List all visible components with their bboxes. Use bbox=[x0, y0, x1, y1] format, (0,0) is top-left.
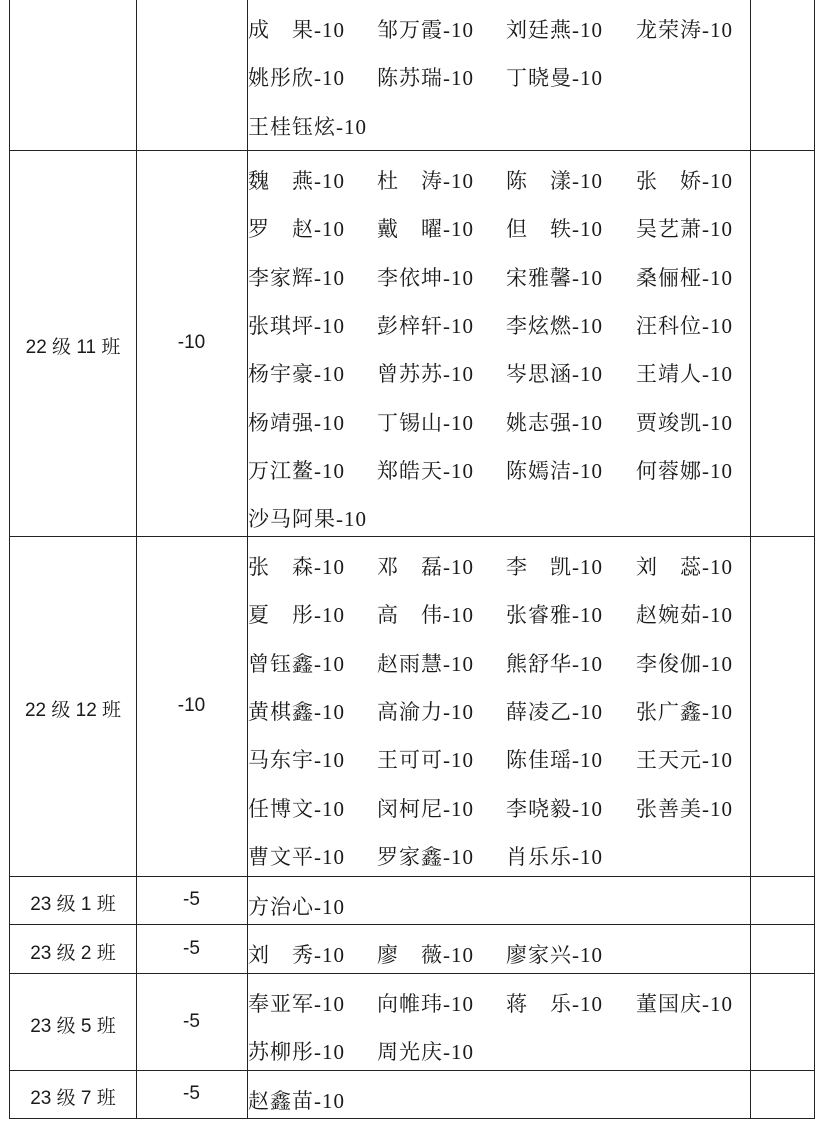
student-penalty-entry: 李 凯-10 bbox=[506, 555, 603, 579]
student-penalty-entry: 邹万霞-10 bbox=[377, 18, 474, 42]
student-penalty-entry: 姚彤欣-10 bbox=[248, 66, 345, 91]
score-cell: -5 bbox=[183, 1083, 200, 1104]
column-divider bbox=[750, 151, 751, 536]
student-penalty-entry: 罗 赵-10 bbox=[248, 217, 345, 242]
student-penalty-entry: 王靖人-10 bbox=[636, 362, 733, 387]
class-name-cell: 23 级 7 班 bbox=[30, 1088, 116, 1109]
class-name-cell: 22 级 12 班 bbox=[24, 700, 122, 721]
student-penalty-entry: 周光庆-10 bbox=[377, 1040, 474, 1065]
score-cell: -10 bbox=[177, 332, 206, 353]
student-penalty-entry: 戴 曜-10 bbox=[377, 217, 474, 242]
student-penalty-entry: 杜 涛-10 bbox=[377, 169, 474, 193]
student-penalty-entry: 万江鳌-10 bbox=[248, 458, 345, 483]
table-row bbox=[9, 877, 815, 925]
student-penalty-entry: 闵柯尼-10 bbox=[377, 796, 474, 821]
student-penalty-entry: 廖家兴-10 bbox=[506, 943, 603, 967]
column-divider bbox=[750, 1071, 751, 1118]
student-penalty-entry: 姚志强-10 bbox=[506, 410, 603, 435]
column-divider bbox=[750, 537, 751, 876]
student-penalty-entry: 肖乐乐-10 bbox=[506, 844, 603, 869]
student-penalty-entry: 杨宇豪-10 bbox=[248, 362, 345, 387]
student-penalty-entry: 张 森-10 bbox=[248, 555, 345, 579]
student-penalty-entry: 蒋 乐-10 bbox=[506, 992, 603, 1016]
column-divider bbox=[750, 925, 751, 973]
student-penalty-entry: 马东宇-10 bbox=[248, 748, 345, 773]
student-penalty-entry: 曹文平-10 bbox=[248, 844, 345, 869]
score-cell: -5 bbox=[183, 937, 200, 959]
student-penalty-entry: 李炫燃-10 bbox=[506, 313, 603, 338]
student-penalty-entry: 桑俪桠-10 bbox=[636, 265, 733, 290]
class-name-cell: 22 级 11 班 bbox=[25, 337, 121, 358]
student-penalty-entry: 廖 薇-10 bbox=[377, 943, 474, 967]
column-divider bbox=[750, 0, 751, 150]
student-penalty-entry: 何蓉娜-10 bbox=[636, 458, 733, 483]
student-penalty-entry: 方治心-10 bbox=[248, 895, 345, 919]
student-penalty-entry: 李俊伽-10 bbox=[636, 651, 733, 676]
student-penalty-entry: 汪科位-10 bbox=[636, 313, 733, 338]
table-row bbox=[9, 151, 815, 537]
student-penalty-entry: 郑皓天-10 bbox=[377, 458, 474, 483]
student-penalty-entry: 杨靖强-10 bbox=[248, 410, 345, 435]
student-penalty-entry: 刘 蕊-10 bbox=[636, 555, 733, 579]
student-penalty-entry: 张琪坪-10 bbox=[248, 313, 345, 338]
student-penalty-entry: 黄棋鑫-10 bbox=[248, 699, 345, 724]
student-penalty-entry: 张广鑫-10 bbox=[636, 699, 733, 724]
student-penalty-entry: 贾竣凯-10 bbox=[636, 410, 733, 435]
score-cell: -10 bbox=[177, 695, 206, 716]
table-row bbox=[9, 0, 815, 151]
student-penalty-entry: 李哓毅-10 bbox=[506, 796, 603, 821]
student-penalty-entry: 刘 秀-10 bbox=[248, 943, 345, 967]
student-penalty-entry: 苏柳彤-10 bbox=[248, 1040, 345, 1065]
student-penalty-entry: 邓 磊-10 bbox=[377, 555, 474, 579]
table-row bbox=[9, 537, 815, 877]
student-penalty-entry: 李家辉-10 bbox=[248, 265, 345, 290]
student-penalty-entry: 但 轶-10 bbox=[506, 217, 603, 242]
student-penalty-entry: 陈佳瑶-10 bbox=[506, 748, 603, 773]
student-penalty-entry: 向帷玮-10 bbox=[377, 992, 474, 1016]
table-row bbox=[9, 1071, 815, 1119]
student-penalty-entry: 丁晓曼-10 bbox=[506, 66, 603, 91]
student-penalty-entry: 沙马阿果-10 bbox=[248, 507, 367, 532]
student-penalty-entry: 曾苏苏-10 bbox=[377, 362, 474, 387]
class-name-cell: 23 级 2 班 bbox=[30, 942, 116, 964]
student-penalty-entry: 陈嫣洁-10 bbox=[506, 458, 603, 483]
table-row bbox=[9, 974, 815, 1071]
student-penalty-entry: 岑思涵-10 bbox=[506, 362, 603, 387]
student-penalty-entry: 李依坤-10 bbox=[377, 265, 474, 290]
column-divider bbox=[136, 0, 137, 150]
student-penalty-entry: 董国庆-10 bbox=[636, 992, 733, 1016]
student-penalty-entry: 刘廷燕-10 bbox=[506, 18, 603, 42]
student-penalty-entry: 奉亚军-10 bbox=[248, 992, 345, 1016]
student-penalty-entry: 吴艺萧-10 bbox=[636, 217, 733, 242]
student-penalty-entry: 赵雨慧-10 bbox=[377, 651, 474, 676]
student-penalty-entry: 高 伟-10 bbox=[377, 603, 474, 628]
student-penalty-entry: 张善美-10 bbox=[636, 796, 733, 821]
student-penalty-entry: 高渝力-10 bbox=[377, 699, 474, 724]
student-penalty-entry: 薛凌乙-10 bbox=[506, 699, 603, 724]
student-penalty-entry: 成 果-10 bbox=[248, 18, 345, 42]
student-penalty-entry: 王桂钰炫-10 bbox=[248, 114, 367, 139]
student-penalty-entry: 魏 燕-10 bbox=[248, 169, 345, 193]
student-penalty-entry: 陈 漾-10 bbox=[506, 169, 603, 193]
student-penalty-entry: 曾钰鑫-10 bbox=[248, 651, 345, 676]
student-penalty-entry: 王可可-10 bbox=[377, 748, 474, 773]
student-penalty-entry: 丁锡山-10 bbox=[377, 410, 474, 435]
student-penalty-entry: 王天元-10 bbox=[636, 748, 733, 773]
score-cell: -5 bbox=[183, 1010, 200, 1032]
student-penalty-entry: 熊舒华-10 bbox=[506, 651, 603, 676]
column-divider bbox=[750, 974, 751, 1070]
student-penalty-entry: 赵婉茹-10 bbox=[636, 603, 733, 628]
class-name-cell: 23 级 5 班 bbox=[30, 1015, 116, 1037]
student-penalty-entry: 龙荣涛-10 bbox=[636, 18, 733, 42]
student-penalty-entry: 罗家鑫-10 bbox=[377, 844, 474, 869]
column-divider bbox=[750, 877, 751, 924]
student-penalty-entry: 彭梓轩-10 bbox=[377, 313, 474, 338]
student-penalty-entry: 宋雅馨-10 bbox=[506, 265, 603, 290]
student-penalty-entry: 赵鑫苗-10 bbox=[248, 1089, 345, 1113]
table-row bbox=[9, 925, 815, 974]
student-penalty-entry: 张 娇-10 bbox=[636, 169, 733, 193]
student-penalty-entry: 夏 彤-10 bbox=[248, 603, 345, 628]
class-name-cell: 23 级 1 班 bbox=[30, 894, 116, 915]
student-penalty-entry: 任博文-10 bbox=[248, 796, 345, 821]
student-penalty-entry: 张睿雅-10 bbox=[506, 603, 603, 628]
score-cell: -5 bbox=[183, 889, 200, 910]
student-penalty-entry: 陈苏瑞-10 bbox=[377, 66, 474, 91]
